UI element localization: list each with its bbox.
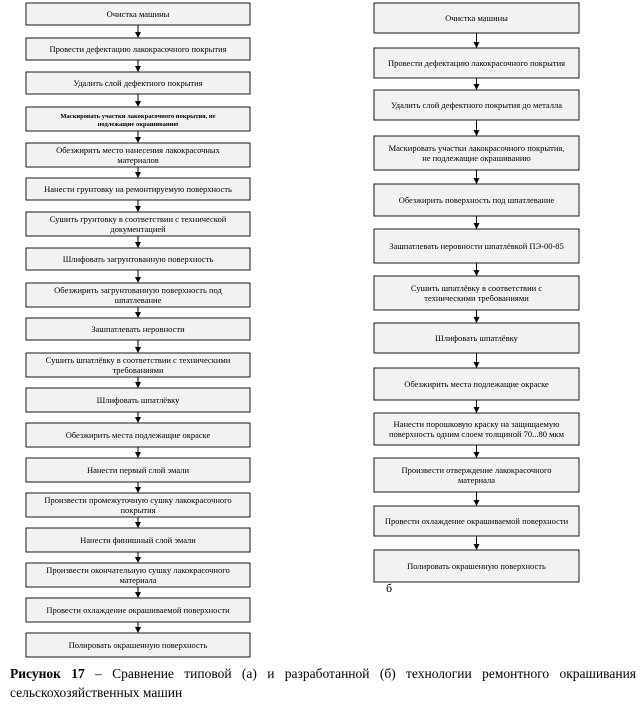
column-a-step-3 — [26, 72, 250, 94]
step-label: Зашпатлевать неровности шпатлёвкой ПЭ-00-85 — [389, 241, 564, 251]
column-b-step-9 — [374, 368, 579, 400]
step-label: Нанести финишный слой эмали — [80, 535, 196, 545]
column-a-step-8 — [26, 248, 250, 270]
step-label: подлежащие окрашиванию — [97, 121, 179, 128]
column-a-step-12 — [26, 388, 250, 412]
column-b-step-4 — [374, 136, 579, 170]
column-b-label: б — [386, 581, 393, 595]
column-b-step-11 — [374, 458, 579, 492]
step-label: Провести охлаждение окрашиваемой поверхности — [384, 516, 569, 526]
column-a-step-19 — [26, 633, 250, 657]
step-label: Шлифовать загрунтованную поверхность — [62, 254, 214, 264]
step-label: материалов — [117, 155, 159, 165]
step-label: Нанести первый слой эмали — [86, 465, 190, 475]
flowchart-column-a — [26, 3, 250, 657]
step-label: Полировать окрашенную поверхность — [68, 640, 208, 650]
step-label: Шлифовать шпатлёвку — [435, 333, 518, 343]
step-label: Маскировать участки лакокрасочного покрытия, не — [60, 113, 216, 120]
step-label: Провести дефектацию лакокрасочного покрытия — [387, 58, 566, 68]
step-label: Произвести отверждение лакокрасочного — [401, 465, 552, 475]
column-b-step-1 — [374, 3, 579, 33]
figure-caption — [10, 664, 636, 702]
step-label: Полировать окрашенную поверхность — [407, 561, 546, 571]
step-label: Обезжирить поверхность под шпатлевание — [398, 195, 555, 205]
step-label: Удалить слой дефектного покрытия до металла — [390, 100, 563, 110]
step-label: Обезжирить место нанесения лакокрасочных — [56, 145, 220, 155]
column-b-step-13 — [374, 550, 579, 582]
column-a-step-17 — [26, 563, 250, 587]
column-b-step-3 — [374, 90, 579, 120]
step-label: Обезжирить места подлежащие окраске — [65, 430, 211, 440]
step-label: Маскировать участки лакокрасочного покрытия, — [388, 143, 565, 153]
column-a-step-5 — [26, 143, 250, 167]
step-label: документацией — [110, 224, 166, 234]
step-label: Очистка машины — [106, 9, 170, 19]
step-label: техническими требованиями — [424, 293, 529, 303]
step-label: Нанести порошковую краску на защищаемую — [393, 419, 560, 429]
column-b-step-2 — [374, 48, 579, 78]
column-a-step-16 — [26, 528, 250, 552]
column-a-step-10 — [26, 318, 250, 340]
column-a-step-13 — [26, 423, 250, 447]
column-a-step-15 — [26, 493, 250, 517]
step-label: Произвести промежуточную сушку лакокрасочного — [44, 495, 232, 505]
step-label: материала — [119, 575, 157, 585]
step-label: Очистка машины — [445, 13, 508, 23]
step-label: Произвести окончательную сушку лакокрасочного — [46, 565, 230, 575]
step-label: покрытия — [120, 505, 156, 515]
column-a-step-18 — [26, 598, 250, 622]
step-label: поверхность одним слоем толщиной 70...80 мкм — [388, 429, 565, 439]
step-label: Обезжирить загрунтованную поверхность под — [54, 285, 222, 295]
step-label: Шлифовать шпатлёвку — [96, 395, 180, 405]
column-b-step-7 — [374, 276, 579, 310]
step-label: Зашпатлевать неровности — [91, 324, 185, 334]
caption-number: Рисунок 17 — [10, 666, 85, 681]
step-label: материала — [457, 475, 496, 485]
column-b-step-6 — [374, 229, 579, 263]
caption-text: – Сравнение типовой (а) и разработанной (б) технологии ремонтного окрашивания сельскохозяйственных машин — [10, 666, 636, 700]
step-label: Сушить шпатлёвку в соответствии с — [410, 283, 543, 293]
column-b-step-12 — [374, 506, 579, 536]
column-a-step-11 — [26, 353, 250, 377]
column-a-step-6 — [26, 178, 250, 200]
step-label: шпатлевание — [114, 295, 162, 305]
column-a-step-4 — [26, 107, 250, 131]
step-label: Провести охлаждение окрашиваемой поверхности — [46, 605, 230, 615]
step-label: Удалить слой дефектного покрытия — [73, 78, 203, 88]
step-label: Сушить грунтовку в соответствии с технической — [49, 214, 227, 224]
column-a-step-7 — [26, 212, 250, 236]
column-b-step-10 — [374, 413, 579, 445]
step-label: Провести дефектацию лакокрасочного покрытия — [49, 44, 227, 54]
step-label: Обезжирить места подлежащие окраске — [404, 379, 549, 389]
step-label: Нанести грунтовку на ремонтируемую поверхность — [44, 184, 232, 194]
flowchart-column-b — [374, 3, 579, 582]
column-a-step-9 — [26, 283, 250, 307]
step-label: требованиями — [112, 365, 164, 375]
column-a-step-2 — [26, 38, 250, 60]
column-b-step-8 — [374, 323, 579, 353]
column-b-step-5 — [374, 184, 579, 216]
step-label: не подлежащие окрашиванию — [422, 153, 531, 163]
column-a-step-1 — [26, 3, 250, 25]
column-a-step-14 — [26, 458, 250, 482]
step-label: Сушить шпатлёвку в соответствии с техническими — [45, 355, 231, 365]
